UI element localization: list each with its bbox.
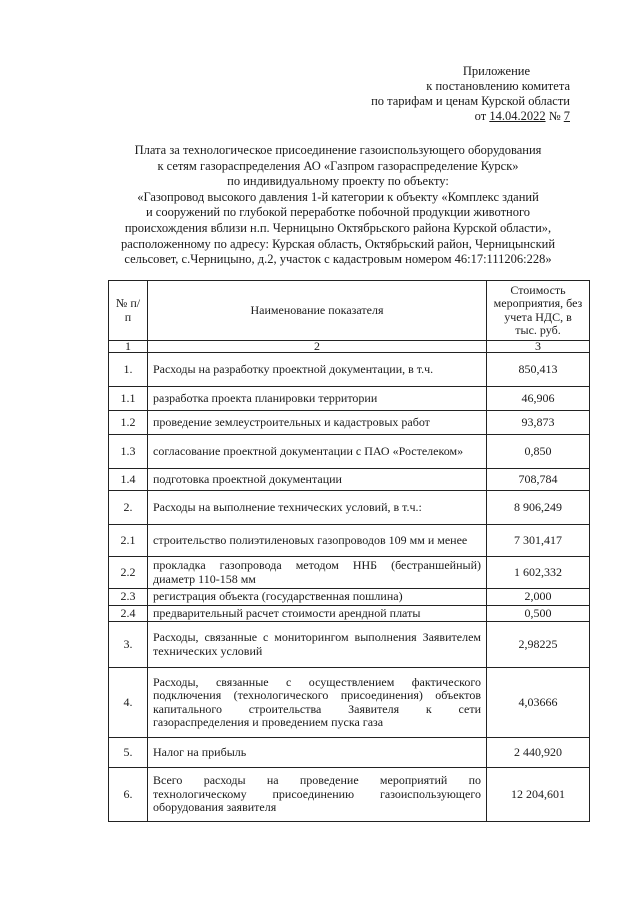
title-line: к сетям газораспределения АО «Газпром газораспределение Курск» [157, 158, 519, 173]
row-name: Расходы, связанные с осуществлением фактического подключения (технологического присоединения) объектов капитального строительства Заявителя к сети газораспределения и проведением пуска газа [148, 668, 487, 738]
row-name: Расходы, связанные с мониторингом выполнения Заявителем технических условий [148, 622, 487, 668]
row-num: 6. [109, 768, 148, 822]
table-row [109, 411, 590, 435]
table-row [109, 435, 590, 469]
date-prefix: от [474, 109, 487, 123]
row-name: проведение землеустроительных и кадастровых работ [148, 411, 487, 435]
row-name: Расходы на выполнение технических условий, в т.ч.: [148, 491, 487, 525]
row-num: 2.2 [109, 557, 148, 589]
row-num: 2.4 [109, 605, 148, 622]
row-name: Налог на прибыль [148, 738, 487, 768]
table-row [109, 768, 590, 822]
row-num: 4. [109, 668, 148, 738]
row-name: Расходы на разработку проектной документации, в т.ч. [148, 353, 487, 387]
resolution-number: 7 [563, 109, 570, 123]
cost-table [108, 280, 590, 822]
row-value: 12 204,601 [487, 768, 590, 822]
table-row [109, 589, 590, 606]
row-name: строительство полиэтиленовых газопроводов 109 мм и менее [148, 525, 487, 557]
appendix-label: Приложение [462, 64, 530, 78]
row-name: разработка проекта планировки территории [148, 387, 487, 411]
row-value: 4,03666 [487, 668, 590, 738]
title-line: сельсовет, с.Черницыно, д.2, участок с кадастровым номером 46:17:111206:228» [124, 252, 552, 267]
table-row [109, 525, 590, 557]
row-num: 2.1 [109, 525, 148, 557]
row-name: подготовка проектной документации [148, 469, 487, 491]
title-line: расположенному по адресу: Курская область, Октябрьский район, Черницынский [120, 236, 556, 251]
title-line: и сооружений по глубокой переработке побочной продукции животного [145, 205, 531, 220]
row-num: 5. [109, 738, 148, 768]
row-name: согласование проектной документации с ПАО «Ростелеком» [148, 435, 487, 469]
row-num: 3. [109, 622, 148, 668]
row-value: 850,413 [487, 353, 590, 387]
row-value: 46,906 [487, 387, 590, 411]
table-header-row [109, 281, 590, 341]
table-row [109, 387, 590, 411]
title-line: по индивидуальному проекту по объекту: [227, 174, 449, 189]
title-line: происхождения вблизи н.п. Черницыно Октябрьского района Курской области», [124, 220, 552, 235]
table-row [109, 668, 590, 738]
header-num: № п/п [109, 281, 148, 341]
row-value: 708,784 [487, 469, 590, 491]
document-title [98, 143, 578, 268]
row-num: 1.1 [109, 387, 148, 411]
row-num: 1. [109, 353, 148, 387]
resolution-date: 14.04.2022 [489, 109, 546, 123]
appendix-header [310, 64, 570, 124]
row-name: прокладка газопровода методом ННБ (бестраншейный) диаметр 110-158 мм [148, 557, 487, 589]
row-value: 1 602,332 [487, 557, 590, 589]
row-value: 0,500 [487, 605, 590, 622]
table-row [109, 353, 590, 387]
row-value: 0,850 [487, 435, 590, 469]
row-value: 2,98225 [487, 622, 590, 668]
title-line: Плата за технологическое присоединение газоиспользующего оборудования [134, 143, 542, 157]
row-num: 1.3 [109, 435, 148, 469]
row-value: 7 301,417 [487, 525, 590, 557]
row-num: 2.3 [109, 589, 148, 606]
title-line: «Газопровод высокого давления 1-й категории к объекту «Комплекс зданий [137, 189, 539, 204]
row-num: 1.4 [109, 469, 148, 491]
column-number: 2 [148, 341, 487, 353]
header-cost: Стоимость мероприятия, без учета НДС, в тыс. руб. [487, 281, 590, 341]
table-row [109, 622, 590, 668]
row-name: регистрация объекта (государственная пошлина) [148, 589, 487, 606]
row-value: 93,873 [487, 411, 590, 435]
row-num: 1.2 [109, 411, 148, 435]
table-row [109, 557, 590, 589]
row-name: предварительный расчет стоимости арендной платы [148, 605, 487, 622]
column-number: 1 [109, 341, 148, 353]
header-name: Наименование показателя [148, 281, 487, 341]
table-row [109, 605, 590, 622]
table-row [109, 738, 590, 768]
appendix-line-2: к постановлению комитета [426, 79, 570, 93]
column-number-row [109, 341, 590, 353]
row-num: 2. [109, 491, 148, 525]
table-row [109, 491, 590, 525]
row-value: 2,000 [487, 589, 590, 606]
row-value: 2 440,920 [487, 738, 590, 768]
appendix-date-line [310, 109, 570, 124]
row-name: Всего расходы на проведение мероприятий по технологическому присоединению газоиспользующего оборудования заявителя [148, 768, 487, 822]
appendix-line-3: по тарифам и ценам Курской области [371, 94, 570, 108]
number-sign: № [548, 109, 561, 123]
row-value: 8 906,249 [487, 491, 590, 525]
table-row [109, 469, 590, 491]
column-number: 3 [487, 341, 590, 353]
